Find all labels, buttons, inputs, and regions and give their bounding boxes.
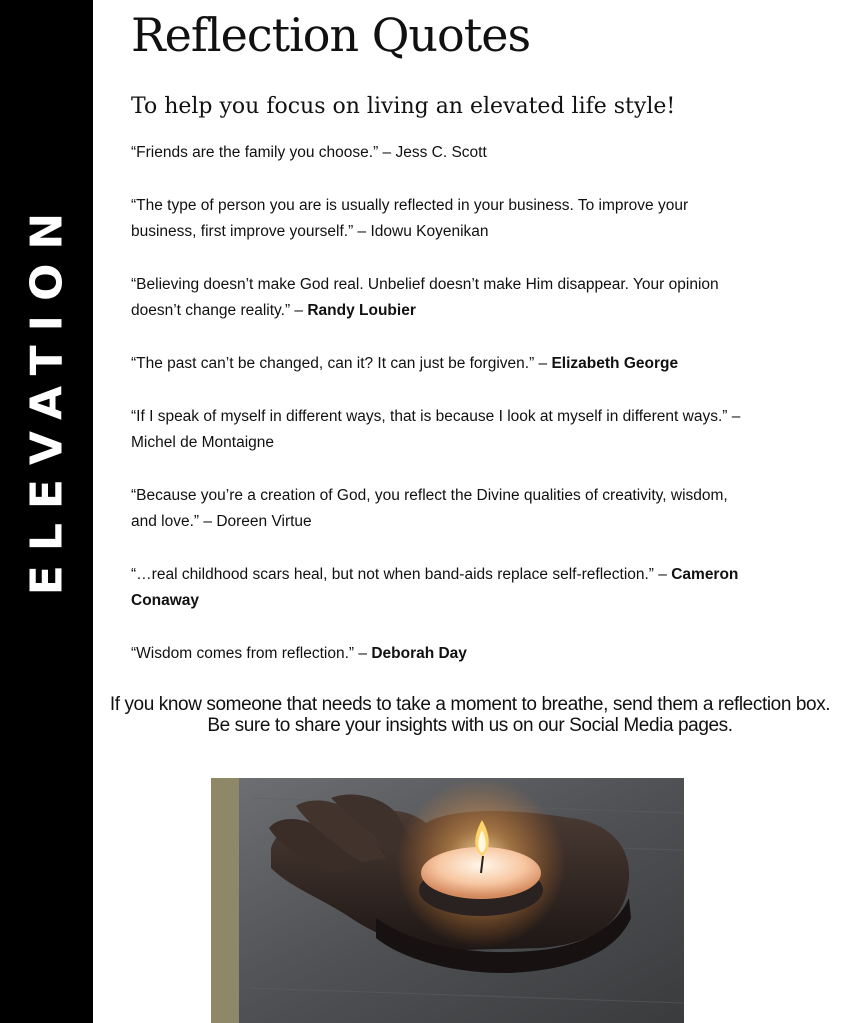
sidebar-banner xyxy=(0,0,93,1023)
quote-author: Randy Loubier xyxy=(307,302,416,319)
page-subtitle: To help you focus on living an elevated life style! xyxy=(131,94,676,119)
quote-author: Elizabeth George xyxy=(551,355,679,372)
quote-text: “Believing doesn’t make God real. Unbelief doesn’t make Him disappear. Your opinion doesn’t change reality.” – xyxy=(131,276,719,319)
page-title: Reflection Quotes xyxy=(131,8,531,62)
quote-item xyxy=(131,483,741,535)
quote-text: “The past can’t be changed, can it? It can just be forgiven.” – xyxy=(131,355,552,372)
candle-in-hand-image xyxy=(211,778,684,1023)
quote-text: “Friends are the family you choose.” – xyxy=(131,144,396,161)
quote-item xyxy=(131,404,741,456)
quote-item xyxy=(131,641,741,667)
quote-text: “Wisdom comes from reflection.” – xyxy=(131,645,372,662)
quote-author: Doreen Virtue xyxy=(216,513,312,530)
share-line-1: If you know someone that needs to take a moment to breathe, send them a reflection box. xyxy=(109,694,831,715)
quote-author: Idowu Koyenikan xyxy=(370,223,489,240)
quote-item xyxy=(131,351,741,377)
quote-text: “…real childhood scars heal, but not when band-aids replace self-reflection.” – xyxy=(131,566,672,583)
sidebar-brand-text: ELEVATION xyxy=(21,198,73,596)
quote-author: Cameron Conaway xyxy=(131,566,739,609)
quote-author: Deborah Day xyxy=(371,645,467,662)
quote-item xyxy=(131,272,741,324)
share-message xyxy=(100,694,840,736)
share-line-2: Be sure to share your insights with us on our Social Media pages. xyxy=(207,715,733,736)
quote-author: Michel de Montaigne xyxy=(131,434,275,451)
quote-item xyxy=(131,193,741,245)
quote-list xyxy=(131,140,741,694)
quote-text: “Because you’re a creation of God, you reflect the Divine qualities of creativity, wisdom, and love.” – xyxy=(131,487,728,530)
quote-author: Jess C. Scott xyxy=(395,144,487,161)
quote-text: “The type of person you are is usually reflected in your business. To improve your business, first improve yourself.” – xyxy=(131,197,689,240)
quote-text: “If I speak of myself in different ways, that is because I look at myself in different ways.” – xyxy=(131,408,741,425)
quote-item xyxy=(131,562,741,614)
quote-item xyxy=(131,140,741,166)
